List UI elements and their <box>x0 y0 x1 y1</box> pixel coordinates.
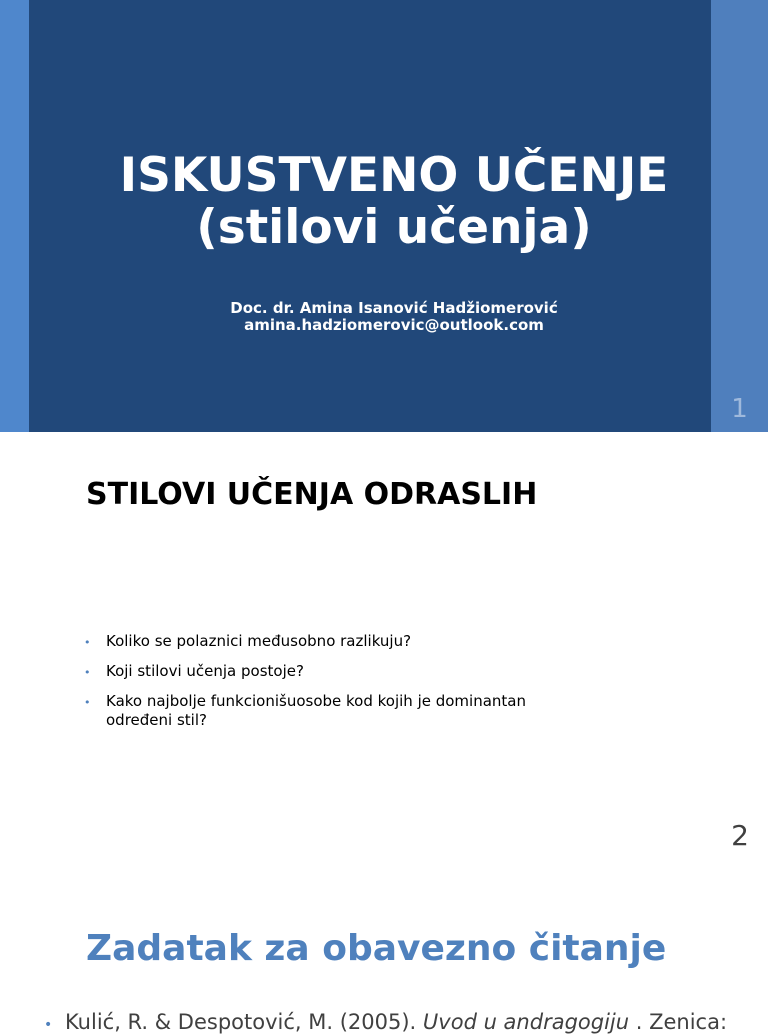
slide-number: 2 <box>731 819 749 852</box>
bullet-icon: • <box>84 666 91 679</box>
author-name: Doc. dr. Amina Isanović Hadžiomerović <box>230 299 558 317</box>
title-line-1: ISKUSTVENO UČENJE <box>119 148 669 203</box>
slide-1-title <box>29 150 759 254</box>
slide-1-subtitle <box>29 300 759 334</box>
slide-3-heading: Zadatak za obavezno čitanje <box>86 928 667 969</box>
bullet-text: Kako najbolje funkcionišuosobe kod kojih je dominantan određeni stil? <box>106 692 526 729</box>
slide-left-accent-bar <box>0 0 29 432</box>
reference-item <box>44 1010 727 1034</box>
list-item <box>84 632 584 651</box>
bullet-icon: • <box>84 636 91 649</box>
bullet-icon: • <box>84 696 91 709</box>
slide-1 <box>0 0 768 432</box>
list-item <box>84 692 584 730</box>
reference-authors: Kulić, R. & Despotović, M. (2005). <box>64 1010 417 1034</box>
bullet-text: Koliko se polaznici međusobno razlikuju? <box>106 632 412 650</box>
slide-2 <box>0 432 768 888</box>
title-line-2: (stilovi učenja) <box>196 200 592 255</box>
reference-title: Uvod u andragogiju <box>422 1010 630 1034</box>
slide-number: 1 <box>731 394 748 424</box>
bullet-list <box>84 632 584 741</box>
slide-2-heading: STILOVI UČENJA ODRASLIH <box>86 477 538 512</box>
bullet-icon: • <box>44 1017 53 1033</box>
reference-publisher: . Zenica: <box>635 1010 728 1034</box>
list-item <box>84 662 584 681</box>
bullet-text: Koji stilovi učenja postoje? <box>106 662 304 680</box>
author-email: amina.hadziomerovic@outlook.com <box>244 316 544 334</box>
slide-3 <box>0 888 768 1034</box>
